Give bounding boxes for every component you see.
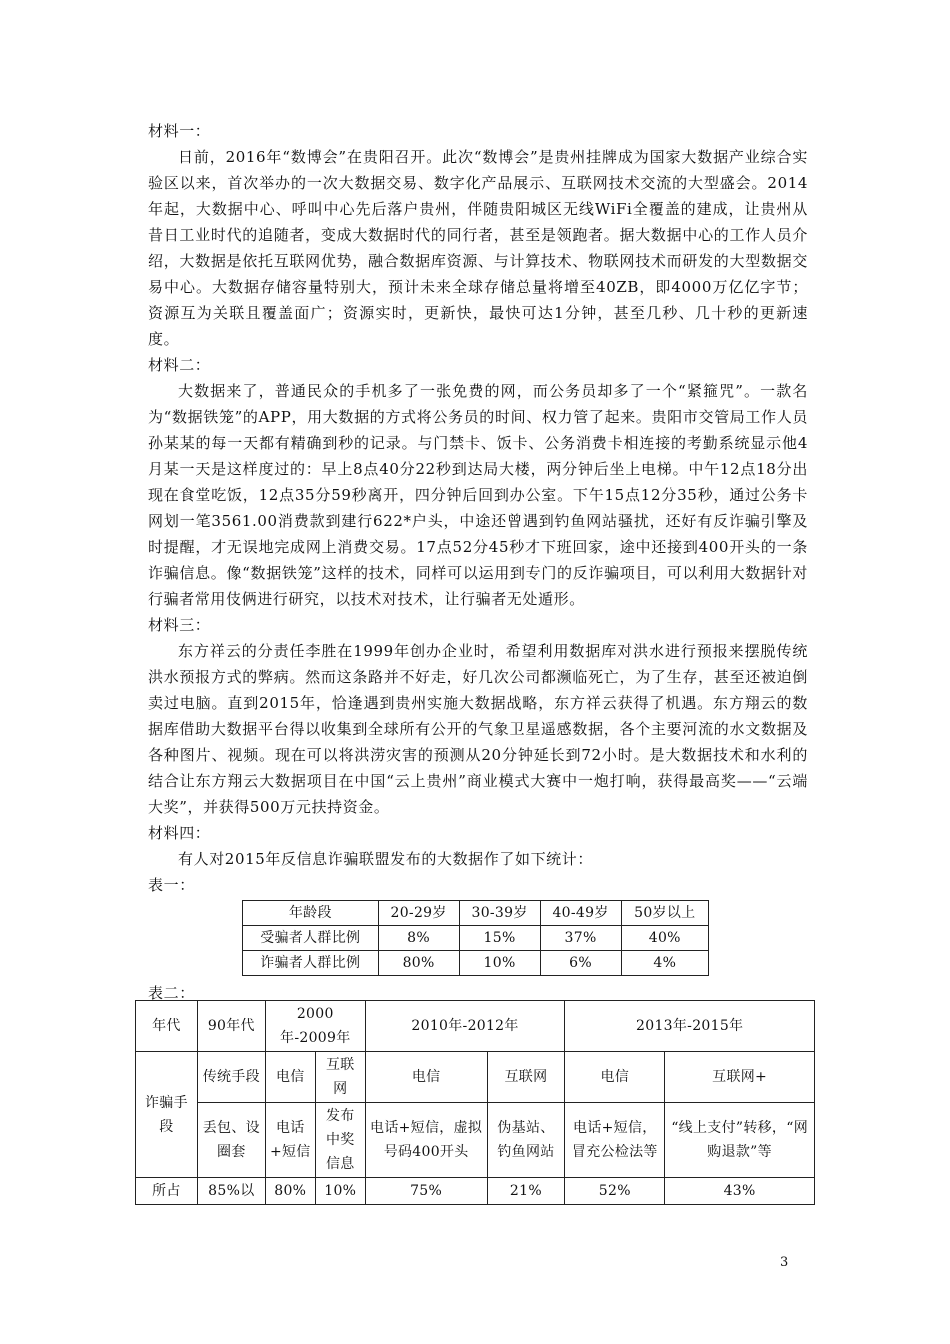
table-cell: 40%	[621, 926, 708, 951]
method-cell: 电信	[365, 1052, 487, 1103]
table-cell: 8%	[378, 926, 459, 951]
material-4-heading: 材料四：	[148, 824, 211, 842]
table-header-cell: 30-39岁	[459, 901, 540, 926]
era-cell: 2013年-2015年	[565, 1001, 815, 1052]
table-cell: 受骗者人群比例	[243, 926, 379, 951]
method-cell: 电信	[265, 1052, 315, 1103]
table-row	[136, 1001, 815, 1052]
page-number: 3	[780, 1255, 789, 1270]
example-cell: 发布中奖信息	[315, 1103, 365, 1178]
example-cell: 丢包、设圈套	[197, 1103, 265, 1178]
table-cell: 6%	[540, 951, 621, 976]
share-cell: 85%以	[197, 1178, 265, 1205]
table-header-cell: 年龄段	[243, 901, 379, 926]
method-cell: 传统手段	[197, 1052, 265, 1103]
material-4-text: 有人对2015年反信息诈骗联盟发布的大数据作了如下统计：	[178, 850, 593, 868]
method-cell: 电信	[565, 1052, 665, 1103]
table-row	[243, 901, 709, 926]
table-row	[243, 926, 709, 951]
table-cell: 4%	[621, 951, 708, 976]
table-cell: 15%	[459, 926, 540, 951]
table-header-cell: 50岁以上	[621, 901, 708, 926]
table-row	[136, 1052, 815, 1103]
table-row	[136, 1103, 815, 1178]
era-cell: 90年代	[197, 1001, 265, 1052]
document-body	[148, 118, 808, 1006]
material-3-heading: 材料三：	[148, 616, 211, 634]
share-cell: 52%	[565, 1178, 665, 1205]
fraud-methods-table	[135, 1000, 815, 1205]
table-1-label: 表一：	[148, 876, 195, 894]
method-cell: 互联网+	[665, 1052, 815, 1103]
method-cell: 互联网	[487, 1052, 565, 1103]
era-label-cell: 年代	[136, 1001, 198, 1052]
era-cell: 2000年-2009年	[265, 1001, 365, 1052]
material-2-heading: 材料二：	[148, 356, 211, 374]
share-cell: 43%	[665, 1178, 815, 1205]
example-cell: 电话+短信	[265, 1103, 315, 1178]
material-1-text: 日前，2016年“数博会”在贵阳召开。此次“数博会”是贵州挂牌成为国家大数据产业综合实验区以来，首次举办的一次大数据交易、数字化产品展示、互联网技术交流的大型盛会。2014年起，大数据中心、呼叫中心先后落户贵州，伴随贵阳城区无线WiFi全覆盖的建成，让贵州从昔日工业时代的追随者，变成大数据时代的同行者，甚至是领跑者。据大数据中心的工作人员介绍，大数据是依托互联网优势，融合数据库资源、与计算技术、物联网技术而研发的大型数据交易中心。大数据存储容量特别大，预计未来全球存储总量将增至40ZB，即4000万亿亿字节；资源互为关联且覆盖面广；资源实时，更新快，最快可达1分钟，甚至几秒、几十秒的更新速度。	[148, 148, 808, 348]
table-2-label: 表二：	[148, 984, 195, 1002]
table-header-cell: 20-29岁	[378, 901, 459, 926]
method-label-cell: 诈骗手段	[136, 1052, 198, 1178]
material-1-heading: 材料一：	[148, 122, 211, 140]
table-header-cell: 40-49岁	[540, 901, 621, 926]
example-cell: 电话+短信，虚拟号码400开头	[365, 1103, 487, 1178]
table-row	[136, 1178, 815, 1205]
share-label-cell: 所占	[136, 1178, 198, 1205]
share-cell: 80%	[265, 1178, 315, 1205]
age-ratio-table	[242, 900, 709, 976]
table-cell: 37%	[540, 926, 621, 951]
example-cell: “线上支付”转移，“网购退款”等	[665, 1103, 815, 1178]
table-cell: 诈骗者人群比例	[243, 951, 379, 976]
material-2-text: 大数据来了，普通民众的手机多了一张免费的网，而公务员却多了一个“紧箍咒”。一款名为“数据铁笼”的APP，用大数据的方式将公务员的时间、权力管了起来。贵阳市交管局工作人员孙某某的每一天都有精确到秒的记录。与门禁卡、饭卡、公务消费卡相连接的考勤系统显示他4月某一天是这样度过的：早上8点40分22秒到达局大楼，两分钟后坐上电梯。中午12点18分出现在食堂吃饭，12点35分59秒离开，四分钟后回到办公室。下午15点12分35秒，通过公务卡网划一笔3561.00消费款到建行622*户头，中途还曾遇到钓鱼网站骚扰，还好有反诈骗引擎及时提醒，才无误地完成网上消费交易。17点52分45秒才下班回家，途中还接到400开头的一条诈骗信息。像“数据铁笼”这样的技术，同样可以运用到专门的反诈骗项目，可以利用大数据针对行骗者常用伎俩进行研究，以技术对技术，让行骗者无处遁形。	[148, 382, 808, 608]
share-cell: 75%	[365, 1178, 487, 1205]
material-3-text: 东方祥云的分责任李胜在1999年创办企业时，希望利用数据库对洪水进行预报来摆脱传统洪水预报方式的弊病。然而这条路并不好走，好几次公司都濒临死亡，为了生存，甚至还被迫倒卖过电脑。直到2015年，恰逢遇到贵州实施大数据战略，东方祥云获得了机遇。东方翔云的数据库借助大数据平台得以收集到全球所有公开的气象卫星遥感数据，各个主要河流的水文数据及各种图片、视频。现在可以将洪涝灾害的预测从20分钟延长到72小时。是大数据技术和水利的结合让东方翔云大数据项目在中国“云上贵州”商业模式大赛中一炮打响，获得最高奖——“云端大奖”，并获得500万元扶持资金。	[148, 642, 808, 816]
share-cell: 21%	[487, 1178, 565, 1205]
example-cell: 电话+短信，冒充公检法等	[565, 1103, 665, 1178]
era-cell: 2010年-2012年	[365, 1001, 565, 1052]
share-cell: 10%	[315, 1178, 365, 1205]
method-cell: 互联网	[315, 1052, 365, 1103]
example-cell: 伪基站、钓鱼网站	[487, 1103, 565, 1178]
table-cell: 80%	[378, 951, 459, 976]
table-row	[243, 951, 709, 976]
table-cell: 10%	[459, 951, 540, 976]
